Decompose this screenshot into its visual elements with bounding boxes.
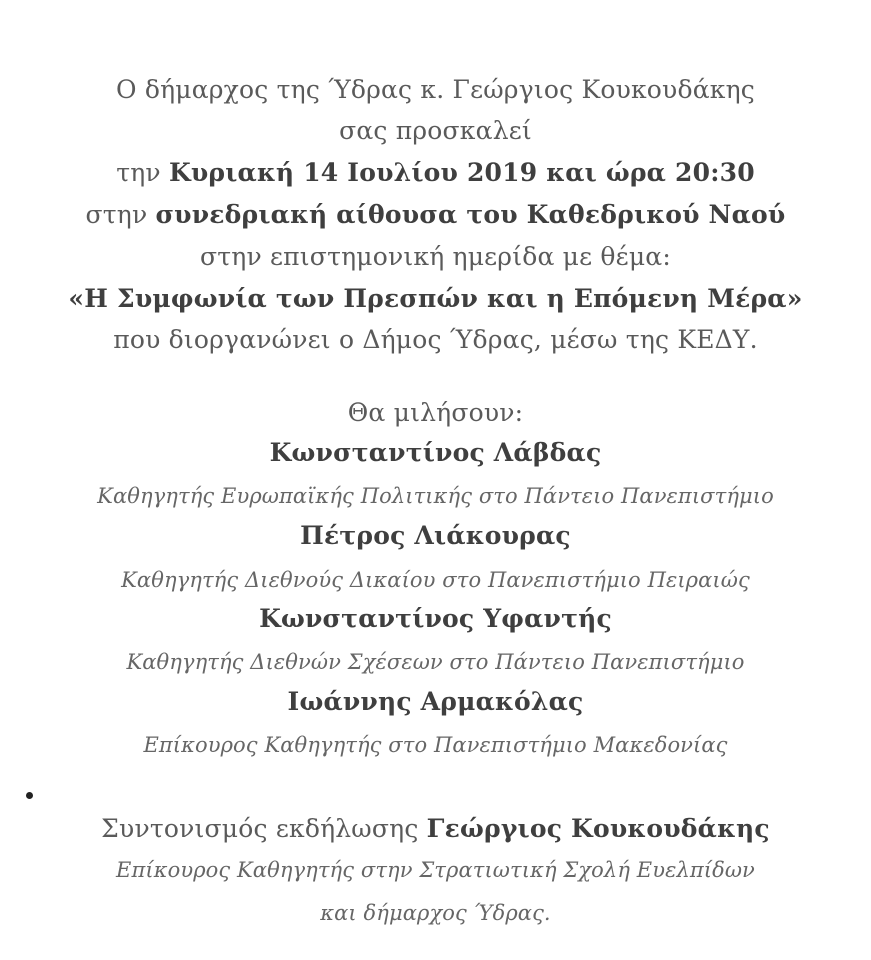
coordinator-role-continued: και δήμαρχος Ύδρας. [320, 901, 551, 925]
intro-line-topic-label: στην επιστημονική ημερίδα με θέμα: [200, 242, 671, 271]
speaker-name: Κωνσταντίνος Υφαντής [259, 604, 612, 633]
intro-line-mayor: Ο δήμαρχος της Ύδρας κ. Γεώργιος Κουκουδάκης [115, 75, 755, 104]
coordination-line [0, 812, 871, 846]
speaker-name: Ιωάννης Αρμακόλας [287, 687, 584, 716]
speaker-role: Επίκουρος Καθηγητής στο Πανεπιστήμιο Μακεδονίας [143, 733, 728, 757]
coordinator-name: Γεώργιος Κουκουδάκης [426, 814, 770, 843]
speaker-name: Κωνσταντίνος Λάβδας [269, 438, 602, 467]
speaker-role: Καθηγητής Διεθνούς Δικαίου στο Πανεπιστήμιο Πειραιώς [121, 568, 750, 592]
speakers-heading: Θα μιλήσουν: [347, 398, 524, 427]
coordination-label: Συντονισμός εκδήλωσης [101, 814, 427, 843]
venue-prefix: στην [85, 200, 156, 229]
coordinator-role: Επίκουρος Καθηγητής στην Στρατιωτική Σχολή Ευελπίδων [116, 858, 755, 882]
date-prefix: την [116, 158, 169, 187]
speaker-role: Καθηγητής Διεθνών Σχέσεων στο Πάντειο Πανεπιστήμιο [126, 650, 745, 674]
speaker-role: Καθηγητής Ευρωπαϊκής Πολιτικής στο Πάντειο Πανεπιστήμιο [97, 484, 774, 508]
intro-line-venue [0, 198, 871, 232]
intro-line-date [0, 156, 871, 190]
event-topic: «Η Συμφωνία των Πρεσπών και η Επόμενη Μέρα» [68, 284, 803, 313]
bullet-dot [26, 792, 33, 799]
event-date: Κυριακή 14 Ιουλίου 2019 και ώρα 20:30 [168, 158, 755, 187]
event-venue: συνεδριακή αίθουσα του Καθεδρικού Ναού [155, 200, 786, 229]
speaker-name: Πέτρος Λιάκουρας [300, 521, 571, 550]
intro-line-organizer: που διοργανώνει ο Δήμος Ύδρας, μέσω της ΚΕΔΥ. [113, 325, 758, 354]
intro-line-invites: σας προσκαλεί [339, 116, 532, 145]
